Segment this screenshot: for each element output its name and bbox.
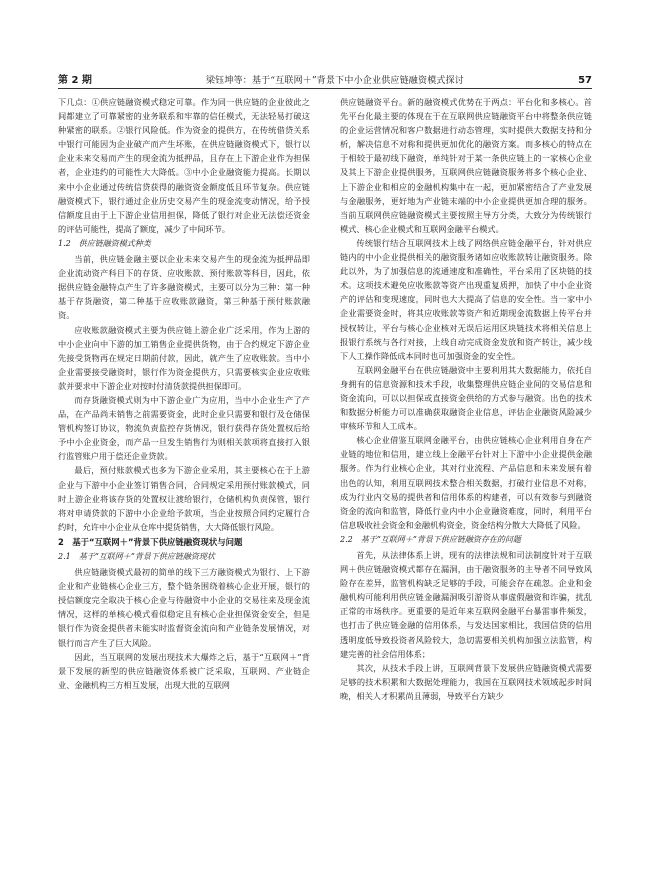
- right-column-paragraph: 首先，从法律体系上讲，现有的法律法规和司法制度针对于互联网＋供应链融资模式都存在漏洞，由于融资服务的主导者不同导致风险存在差异，监管机构缺乏足够的手段，可能会存在疏忽。企业和金融机构可能利用供应链金融漏洞吸引游资从事虚假融资和诈骗，扰乱正常的市场秩序。更重要的是近年来互联网金融平台暴雷事件频发，也打击了供应链金融的信用体系，与发达国家相比，我国信贷的信用透明度低导致投资者风险较大，急切需要相关机构加强立法监管，构建完善的社会信用体系；: [340, 550, 592, 659]
- left-column-heading: 2 基于“互联网＋”背景下供应链融资现状与问题: [58, 536, 243, 547]
- running-header: [58, 68, 592, 86]
- right-column: [340, 95, 592, 835]
- running-title: 梁钰坤等：基于“互联网＋”背景下中小企业供应链融资模式探讨: [205, 76, 464, 86]
- issue-number: 第 2 期: [58, 75, 92, 86]
- left-column: [58, 95, 310, 835]
- right-column-paragraph: 传统银行结合互联网技术上线了网络供应链金融平台，针对供应链内的中小企业提供相关的融资服务诸如应收账款转让融资服务。除此以外，为了加强信息的流通速度和准确性，平台采用了区块链的技术。这项技术避免应收账款等资产出现重复质押，加快了中小企业资产的评估和变现速度，同时也大大提高了信息的安全性。当一家中小企业需要资金时，将其应收账款等资产和近期现金流数据上传平台并授权转让，平台与核心企业核对无误后运用区块链技术将相关信息上报银行系统与各行对接，上线自动完成资金发放和资产转让，减少线下人工操作降低成本同时也可加强资金的安全性。: [340, 237, 592, 361]
- left-column-paragraph: 最后，预付账款模式也多为下游企业采用，其主要核心在于上游企业与下游中小企业签订销售合同，合同规定采用预付账款模式，同时上游企业将该存货的处置权让渡给银行，仓储机构负责保管，银行将对申请贷款的下游中小企业给予款项，当企业按照合同约定履行合约时，允许中小企业从仓库中提货销售，大大降低银行风险。: [58, 465, 310, 532]
- left-column-paragraph: 因此，当互联网的发展出现技术大爆炸之后，基于“互联网＋”背景下发展的新型的供应链融资体系被广泛采取，互联网、产业链企业、金融机构三方相互发展，出现大批的互联网: [58, 651, 310, 690]
- right-column-paragraph: 其次，从技术手段上讲，互联网背景下发展供应链融资模式需要足够的技术积累和大数据处理能力，我国在互联网技术领域起步时间晚，相关人才积累尚且薄弱，导致平台方缺少: [340, 662, 592, 701]
- left-column-paragraph: 而存货融资模式则为中下游企业广为应用，当中小企业生产了产品，在产品尚未销售之前需要资金，此时企业只需要和银行及仓储保管机构签订协议，物流负责监控存货情况，银行获得存货处置权后给予中小企业资金，而产品一旦发生销售行为则相关款项将直接打入银行监管账户用于偿还企业贷款。: [58, 394, 310, 462]
- right-column-paragraph: 互联网金融平台在供应链融资中主要利用其大数据能力，依托自身拥有的信息资源和技术手段，收集整理供应链企业间的交易信息和资金流向，可以以担保或直接资金供给的方式参与融资。出色的技术和数据分析能力可以准确获取融资企业信息，评估企业融资风险减少审核环节和人工成本。: [340, 364, 592, 432]
- left-column-heading: 2.1 基于“互联网＋”背景下供应链融资现状: [58, 552, 215, 561]
- left-column-paragraph: 下几点：①供应链融资模式稳定可靠。作为同一供应链的企业彼此之间都建立了可靠紧密的业务联系和牢靠的信任模式，无法轻易打破这种紧密的联系。②银行风险低。作为资金的提供方，在传统借贷关系中银行可能因为企业破产而产生坏账，在供应链融资模式下，银行以企业未来交易而产生的现金流为抵押品，且存在上下游企业作为担保者，企业违约的可能性大大降低。③中小企业融资能力提高。长期以来中小企业通过传统信贷获得的融资资金额度低且环节复杂。供应链融资模式下，银行通过企业历史交易产生的现金流变动情况，给予授信额度且由于上下游企业信用担保，降低了银行对企业无法偿还资金的评估可能性，提高了额度，减少了中间环节。: [58, 97, 310, 234]
- left-column-heading: 1.2 供应链融资模式种类: [58, 238, 151, 248]
- left-column-paragraph: 当前，供应链金融主要以企业未来交易产生的现金流为抵押品即企业流动资产科目下的存货、应收账款、预付账款等科目，因此，依据供应链金融特点产生了许多融资模式，主要可以分为三种：第一种基于存货融资，第二种基于应收账款融资，第三种基于预付账款融资。: [58, 254, 310, 321]
- right-column-heading: 2.2 基于“互联网＋”背景下供应链融资存在的问题: [340, 534, 521, 544]
- right-column-paragraph: 供应链融资平台。新的融资模式优势在于两点：平台化和多核心。首先平台化最主要的体现在于在互联网供应链融资平台中将整条供应链的企业运营情况和客户数据进行动态管理，实时提供大数据支持和分析，解决信息不对称和提供更加优化的融资方案。而多核心的特点在于相较于最初线下融资，单纯针对于某一条供应链上的一家核心企业及其上下游企业提供服务，互联网供应链融资服务将多个核心企业、上下游企业和相应的金融机构集中在一起，更加紧密结合了产业发展与金融服务，更好地为产业链末端的中小企业提供更加合理的服务。当前互联网供应链融资模式主要按照主导方分类，大致分为传统银行模式、核心企业模式和互联网金融平台模式。: [340, 97, 592, 234]
- page-number: 57: [578, 75, 592, 86]
- left-column-paragraph: 供应链融资模式最初的简单的线下三方融资模式为银行、上下游企业和产业链核心企业三方，整个链条围绕着核心企业开展，银行的授信额度完全取决于核心企业与待融资中小企业的交易往来及现金流情况，这样的单核心模式看似稳定且有核心企业担保资金安全，但是银行作为资金提供者未能实时监督资金流向和产业链条发展情况，对银行而言产生了巨大风险。: [58, 567, 310, 648]
- right-column-paragraph: 核心企业借鉴互联网金融平台，由供应链核心企业利用自身在产业链的地位和信用，建立线上金融平台针对上下游中小企业提供金融服务。作为行业核心企业，其对行业流程、产品信息和未来发展有着出色的认知，利用互联网技术整合相关数据，打破行业信息不对称，成为行业内交易的提供者和信用体系的构建者，可以有效参与到融资资金的流向和监管，降低行业内中小企业融资难度，同时，利用平台信息吸收社会资金和金融机构资金，资金结构分散大大降低了风险。: [340, 435, 592, 530]
- header-rule: [58, 88, 592, 89]
- left-column-paragraph: 应收账款融资模式主要为供应链上游企业广泛采用，作为上游的中小企业向中下游的加工销售企业提供货物，由于合约规定下游企业先接受货物再在规定日期前付款，因此，就产生了应收账款。当中小企业需要接受融资时，银行作为资金提供方，只需要核实企业应收账款并要求中下游企业对按时付清货款提供担保即可。: [58, 324, 310, 391]
